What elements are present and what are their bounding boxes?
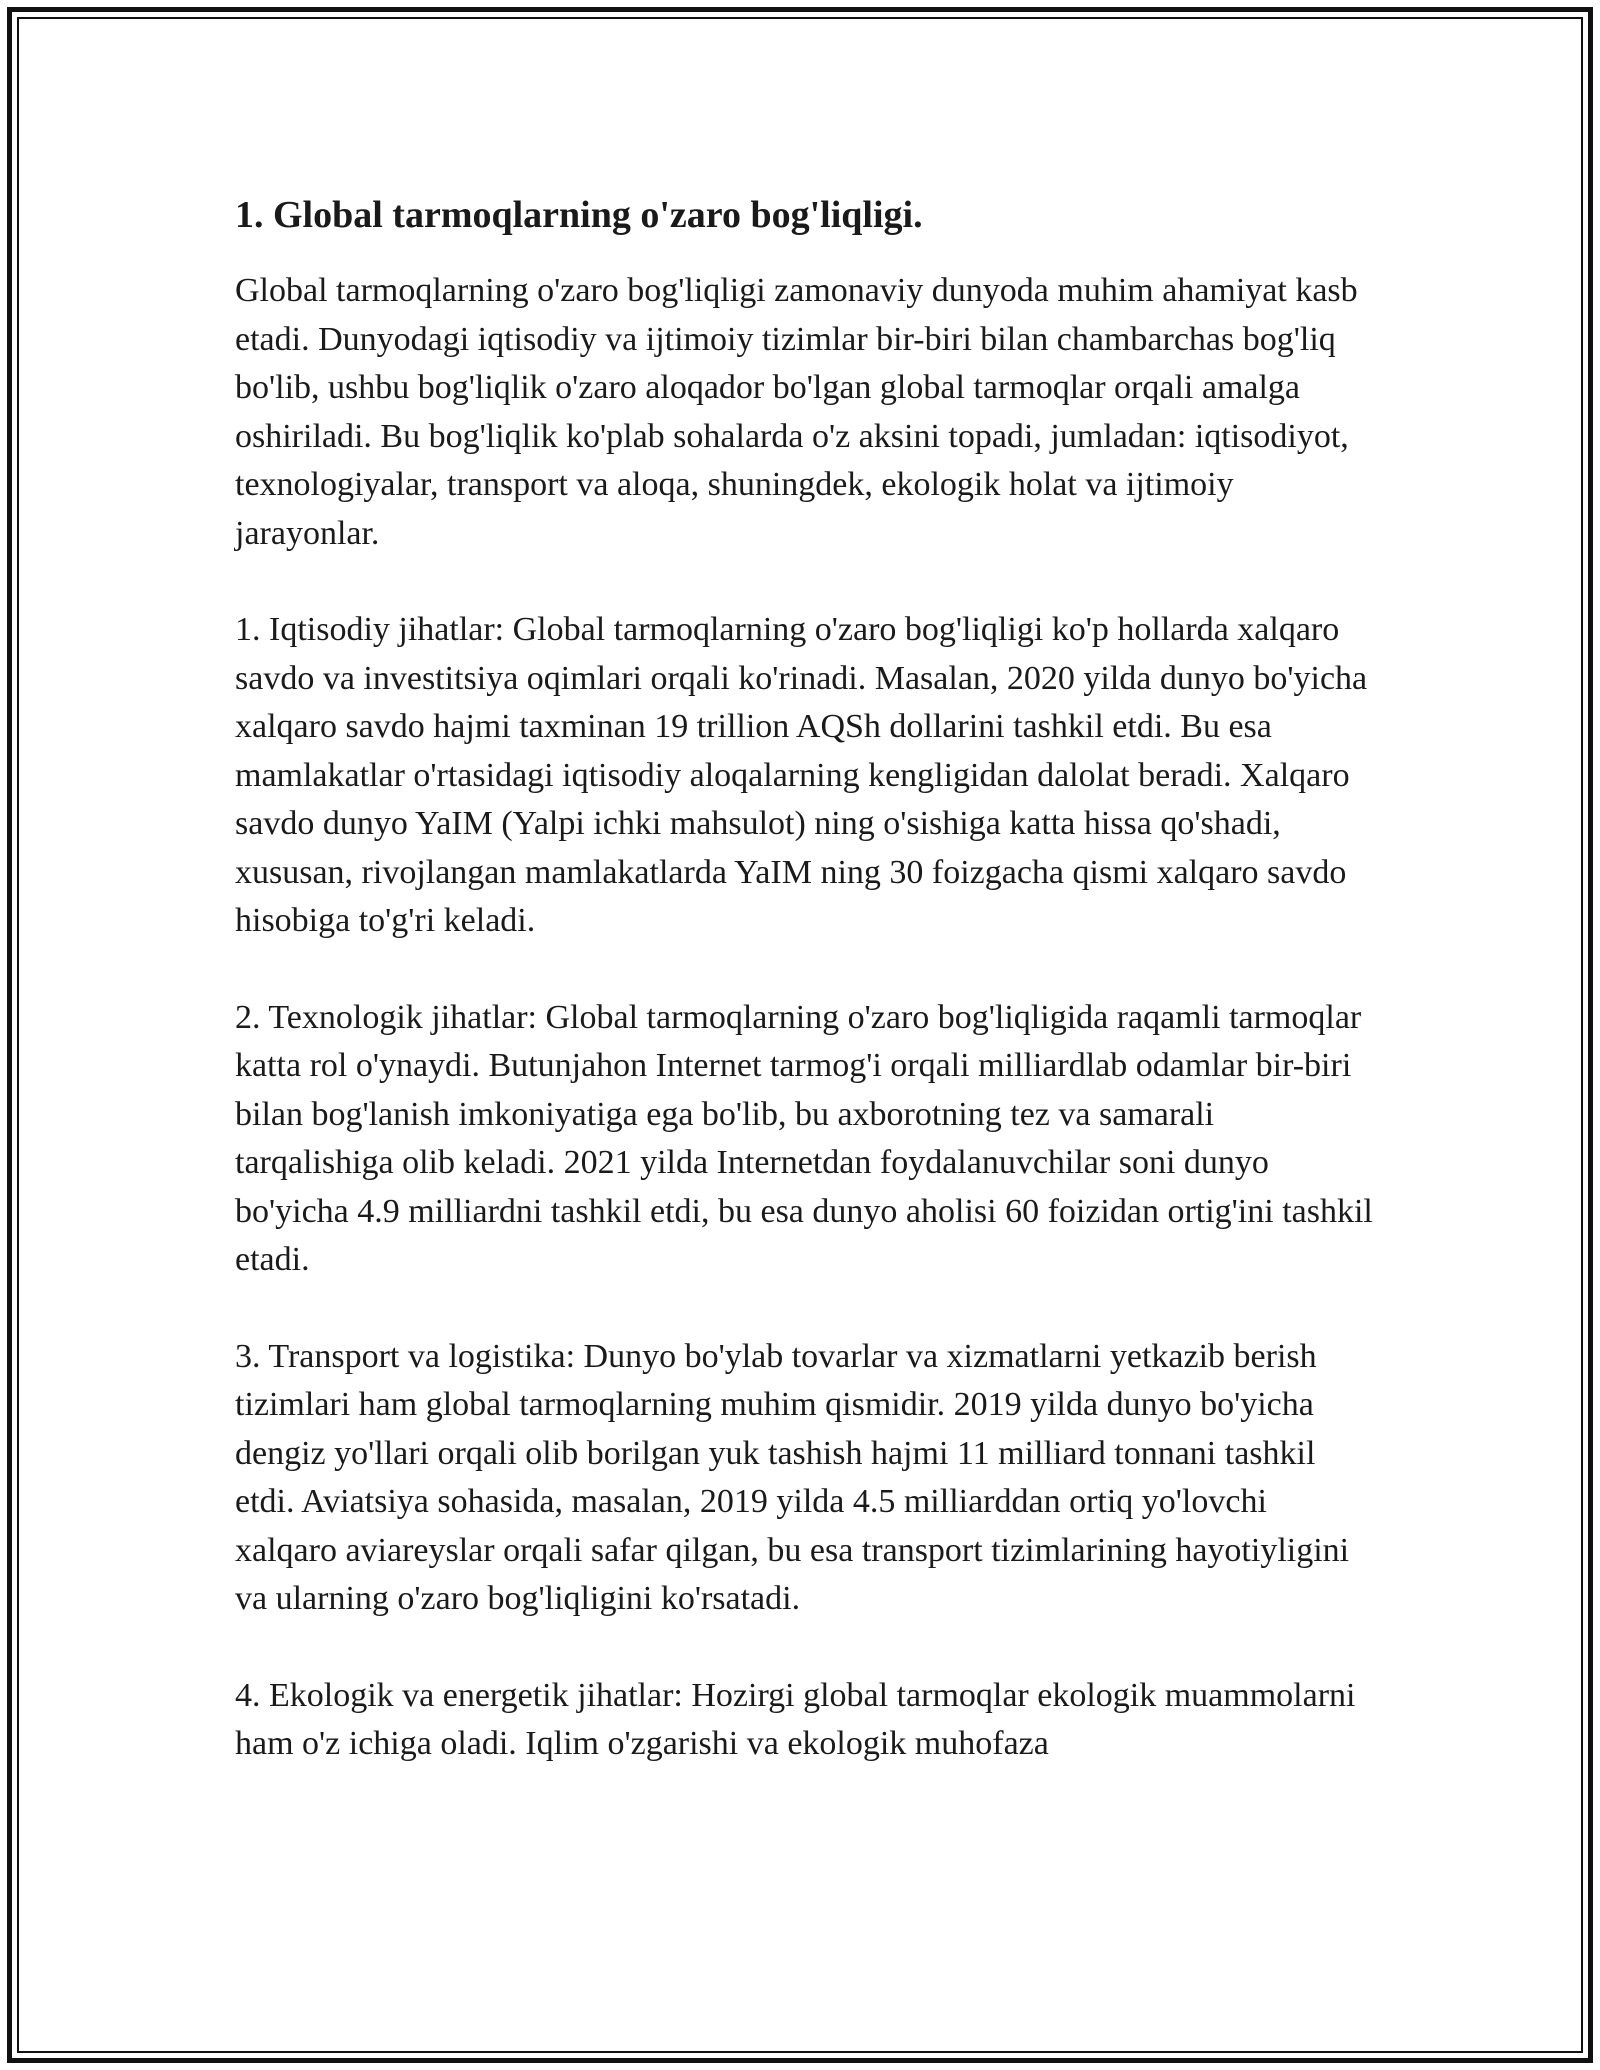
paragraph-ecological: 4. Ekologik va energetik jihatlar: Hozirgi global tarmoqlar ekologik muammolarni ham o'z ichiga oladi. Iqlim o'zgarishi va ekologik muhofaza: [235, 1676, 1356, 1762]
paragraph-technological: 2. Texnologik jihatlar: Global tarmoqlarning o'zaro bog'liqligida raqamli tarmoqlar katta rol o'ynaydi. Butunjahon Internet tarmog'i orqali milliardlab odamlar bir-biri bilan bog'lanish imkoniyatiga ega bo'lib, bu axborotning tez va samarali tarqalishiga olib keladi. 2021 yilda Internetdan foydalanuvchilar soni dunyo bo'yicha 4.9 milliardni tashkil etdi, bu esa dunyo aholisi 60 foizidan ortig'ini tashkil etadi.: [235, 998, 1373, 1278]
document-title: 1. Global tarmoqlarning o'zaro bog'liqligi.: [235, 194, 923, 236]
paragraph-intro: Global tarmoqlarning o'zaro bog'liqligi zamonaviy dunyoda muhim ahamiyat kasb etadi. Dunyodagi iqtisodiy va ijtimoiy tizimlar bir-biri bilan chambarchas bog'liq bo'lib, ushbu bog'liqlik o'zaro aloqador bo'lgan global tarmoqlar orqali amalga oshiriladi. Bu bog'liqlik ko'plab sohalarda o'z aksini topadi, jumladan: iqtisodiyot, texnologiyalar, transport va aloqa, shuningdek, ekologik holat va ijtimoiy jarayonlar.: [235, 272, 1358, 552]
paragraph-transport: 3. Transport va logistika: Dunyo bo'ylab tovarlar va xizmatlarni yetkazib berish tizimlari ham global tarmoqlarning muhim qismidir. 2019 yilda dunyo bo'yicha dengiz yo'llari orqali olib borilgan yuk tashish hajmi 11 milliard tonnani tashkil etdi. Aviatsiya sohasida, masalan, 2019 yilda 4.5 milliarddan ortiq yo'lovchi xalqaro aviareyslar orqali safar qilgan, bu esa transport tizimlarining hayotiyligini va ularning o'zaro bog'liqligini ko'rsatadi.: [235, 1337, 1350, 1617]
document-body: [235, 185, 1375, 1817]
paragraph-economic: 1. Iqtisodiy jihatlar: Global tarmoqlarning o'zaro bog'liqligi ko'p hollarda xalqaro savdo va investitsiya oqimlari orqali ko'rinadi. Masalan, 2020 yilda dunyo bo'yicha xalqaro savdo hajmi taxminan 19 trillion AQSh dollarini tashkil etdi. Bu esa mamlakatlar o'rtasidagi iqtisodiy aloqalarning kengligidan dalolat beradi. Xalqaro savdo dunyo YaIM (Yalpi ichki mahsulot) ning o'sishiga katta hissa qo'shadi, xususan, rivojlangan mamlakatlarda YaIM ning 30 foizgacha qismi xalqaro savdo hisobiga to'g'ri keladi.: [235, 611, 1368, 939]
